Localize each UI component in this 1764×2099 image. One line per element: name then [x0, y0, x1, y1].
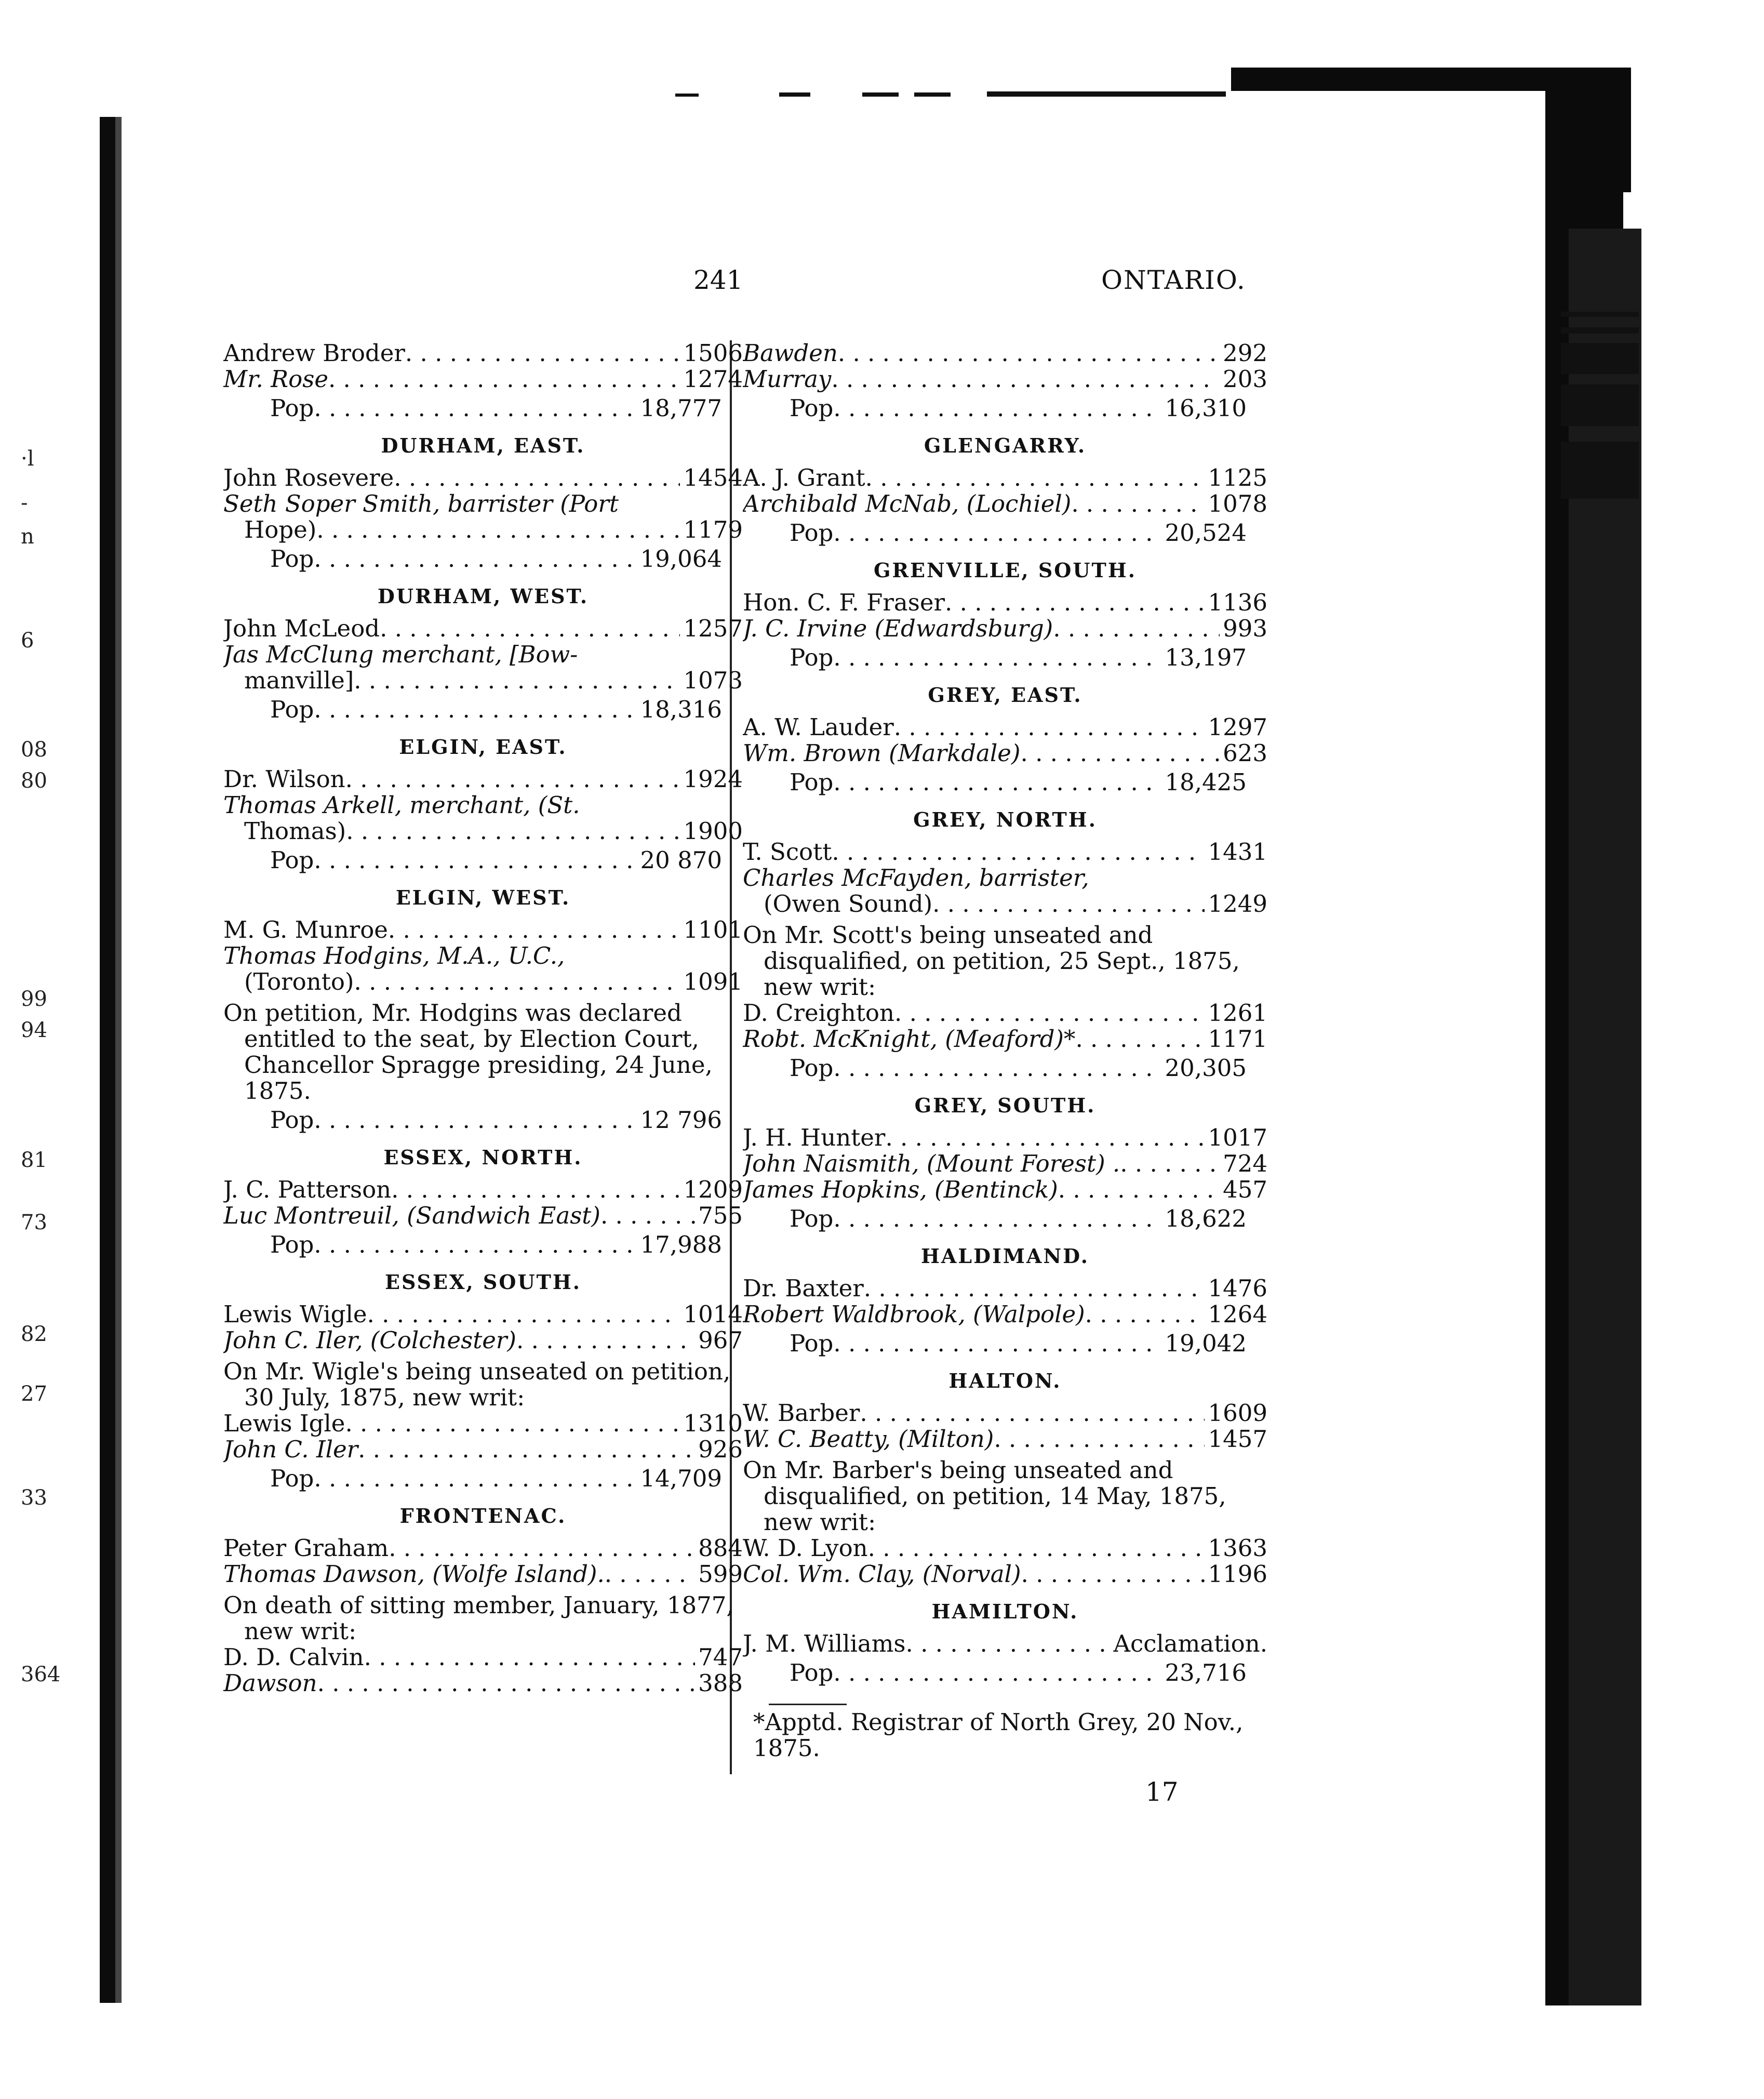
leader-dots — [932, 891, 1205, 917]
top-dash — [862, 92, 899, 97]
margin-note: - — [21, 491, 28, 515]
vote-count: 1274 — [683, 366, 743, 392]
vote-count: 203 — [1223, 366, 1267, 392]
leader-dots — [367, 1301, 680, 1327]
candidate-row — [743, 1535, 1267, 1561]
population-row — [223, 1107, 743, 1133]
population-row — [223, 546, 743, 572]
candidate-name: Murray — [743, 366, 832, 392]
candidate-name: Dr. Wilson — [223, 766, 345, 792]
candidate-row — [743, 1000, 1267, 1026]
vote-count: 1609 — [1208, 1400, 1267, 1426]
margin-note: n — [21, 525, 34, 549]
population-row — [223, 697, 743, 723]
population-value: 18,316 — [640, 697, 722, 723]
candidate-name: Dr. Baxter — [743, 1276, 864, 1301]
section-heading: GREY, NORTH. — [913, 808, 1097, 831]
candidate-name: J. H. Hunter — [743, 1125, 886, 1151]
leader-dots — [994, 1426, 1205, 1452]
registration-bar — [1561, 327, 1639, 334]
candidate-name: A. W. Lauder — [743, 714, 894, 740]
running-head: ONTARIO. — [1101, 265, 1246, 295]
leader-dots — [945, 590, 1205, 616]
leader-dots — [314, 1232, 637, 1258]
population-label: Pop — [790, 645, 834, 671]
leader-dots — [600, 1203, 695, 1229]
registration-bar — [1561, 312, 1639, 317]
candidate-name: Thomas Dawson, (Wolfe Island). — [223, 1561, 605, 1587]
page-number: 241 — [693, 265, 743, 295]
leader-dots — [314, 1107, 637, 1133]
top-dash — [675, 94, 699, 97]
section-heading: DURHAM, WEST. — [377, 584, 589, 608]
candidate-name: W. D. Lyon — [743, 1535, 868, 1561]
vote-count: 292 — [1223, 340, 1267, 366]
vote-count: 1297 — [1208, 714, 1267, 740]
vote-count: 1257 — [683, 616, 743, 642]
vote-count: 1476 — [1208, 1276, 1267, 1301]
candidate-row — [223, 1644, 743, 1670]
population-value: 19,064 — [640, 546, 722, 572]
leader-dots — [864, 1276, 1205, 1301]
vote-count: 1136 — [1208, 590, 1267, 616]
candidate-row — [743, 839, 1267, 865]
leader-dots — [345, 766, 680, 792]
candidate-row — [223, 465, 743, 491]
candidate-row — [223, 1437, 743, 1463]
vote-count: 1017 — [1208, 1125, 1267, 1151]
population-value: 20,524 — [1165, 520, 1247, 546]
leader-dots — [317, 1670, 696, 1696]
candidate-row — [743, 714, 1267, 740]
candidate-name: John C. Iler — [223, 1437, 358, 1463]
leader-dots — [1085, 1301, 1205, 1327]
population-label: Pop — [790, 1206, 834, 1232]
margin-note: 99 — [21, 987, 47, 1011]
registration-bar — [1561, 343, 1639, 374]
leader-dots — [833, 1055, 1161, 1081]
candidate-row — [743, 1276, 1267, 1301]
candidate-name: (Owen Sound) — [764, 891, 933, 917]
footnote: *Apptd. Registrar of North Grey, 20 Nov., 1875. — [753, 1708, 1244, 1762]
leader-dots — [328, 366, 680, 392]
section-heading: HALDIMAND. — [921, 1244, 1089, 1268]
candidate-row — [743, 1426, 1267, 1452]
margin-note: 364 — [21, 1663, 61, 1686]
leader-dots — [388, 917, 680, 943]
leader-dots — [1053, 616, 1220, 642]
candidate-row — [223, 1561, 743, 1587]
vote-count: 1196 — [1208, 1561, 1267, 1587]
candidate-row — [223, 366, 743, 392]
population-row — [743, 1055, 1267, 1081]
leader-dots — [405, 340, 680, 366]
leader-dots — [1071, 491, 1205, 517]
candidate-row — [743, 1151, 1267, 1177]
leader-dots — [345, 1411, 680, 1437]
candidate-name: John C. Iler, (Colchester) — [223, 1327, 516, 1353]
candidate-name: Robert Waldbrook, (Walpole) — [743, 1301, 1085, 1327]
leader-dots — [364, 1644, 695, 1670]
leader-dots — [380, 616, 680, 642]
candidate-name: Col. Wm. Clay, (Norval) — [743, 1561, 1021, 1587]
population-value: 23,716 — [1165, 1660, 1247, 1686]
candidate-name: J. C. Patterson — [223, 1177, 392, 1203]
section-heading: ESSEX, NORTH. — [383, 1146, 583, 1169]
election-note: On Mr. Barber's being unseated and disqualified, on petition, 14 May, 1875, new writ: — [743, 1456, 1226, 1536]
registration-bar — [1561, 384, 1639, 426]
leader-dots — [314, 395, 637, 421]
leader-dots — [833, 769, 1161, 795]
vote-count: 1209 — [683, 1177, 743, 1203]
leader-dots — [346, 818, 680, 844]
vote-count: 1431 — [1208, 839, 1267, 865]
candidate-name: Andrew Broder — [223, 340, 405, 366]
leader-dots — [831, 366, 1220, 392]
section-heading: GREY, SOUTH. — [914, 1094, 1096, 1117]
candidate-row — [743, 1561, 1267, 1587]
population-row — [223, 395, 743, 421]
candidate-row — [223, 616, 743, 642]
leader-dots — [389, 1535, 695, 1561]
leader-dots — [316, 517, 680, 543]
candidate-name: Thomas) — [244, 818, 346, 844]
candidate-name: Bawden — [743, 340, 838, 366]
vote-count: 1264 — [1208, 1301, 1267, 1327]
entry-line: Jas McClung merchant, [Bow- — [223, 642, 578, 668]
candidate-name: W. Barber — [743, 1400, 860, 1426]
leader-dots — [354, 668, 680, 694]
candidate-name: T. Scott — [743, 839, 832, 865]
margin-note: 81 — [21, 1148, 47, 1172]
margin-note: 33 — [21, 1486, 47, 1510]
candidate-name: Hon. C. F. Fraser — [743, 590, 945, 616]
top-dash — [987, 91, 1226, 97]
candidate-name: Peter Graham — [223, 1535, 389, 1561]
entry-line: Thomas Hodgins, M.A., U.C., — [223, 943, 565, 969]
vote-count: 1900 — [683, 818, 743, 844]
section-heading: ELGIN, EAST. — [399, 735, 567, 759]
left-column — [223, 340, 743, 1696]
leader-dots — [894, 1000, 1205, 1026]
leader-dots — [314, 847, 637, 873]
leader-dots — [833, 1331, 1161, 1357]
candidate-row — [223, 969, 743, 995]
population-value: 18,425 — [1165, 769, 1247, 795]
population-value: 19,042 — [1165, 1331, 1247, 1357]
margin-note: 82 — [21, 1322, 47, 1346]
vote-count: 599 — [698, 1561, 743, 1587]
section-heading: GRENVILLE, SOUTH. — [874, 559, 1137, 582]
vote-count: 1101 — [683, 917, 743, 943]
footnote-rule — [769, 1704, 847, 1705]
entry-line: Seth Soper Smith, barrister (Port — [223, 491, 619, 517]
candidate-name: D. D. Calvin — [223, 1644, 364, 1670]
vote-count: 1014 — [683, 1301, 743, 1327]
vote-count: 967 — [698, 1327, 743, 1353]
candidate-row — [223, 340, 743, 366]
page-edge-left — [100, 117, 115, 2003]
candidate-name: Hope) — [244, 517, 317, 543]
candidate-name: James Hopkins, (Bentinck) — [743, 1177, 1058, 1203]
margin-note: 6 — [21, 629, 34, 653]
vote-count: 1125 — [1208, 465, 1267, 491]
vote-count: 1091 — [683, 969, 743, 995]
population-row — [743, 769, 1267, 795]
candidate-name: J. C. Irvine (Edwardsburg) — [743, 616, 1053, 642]
right-corner-block — [1548, 68, 1631, 192]
leader-dots — [354, 969, 680, 995]
candidate-row — [223, 1411, 743, 1437]
leader-dots — [314, 697, 637, 723]
vote-count: 1261 — [1208, 1000, 1267, 1026]
candidate-row — [743, 891, 1267, 917]
population-label: Pop — [270, 847, 314, 873]
candidate-row — [223, 517, 743, 543]
candidate-name: M. G. Munroe — [223, 917, 388, 943]
vote-count: 1454 — [683, 465, 743, 491]
candidate-name: Luc Montreuil, (Sandwich East) — [223, 1203, 600, 1229]
leader-dots — [865, 465, 1205, 491]
leader-dots — [1120, 1151, 1220, 1177]
margin-note: 27 — [21, 1382, 47, 1406]
candidate-name: (Toronto) — [244, 969, 354, 995]
candidate-row — [223, 917, 743, 943]
margin-note: 08 — [21, 738, 47, 762]
candidate-name: John McLeod — [223, 616, 380, 642]
entry-line: Thomas Arkell, merchant, (St. — [223, 792, 580, 818]
candidate-name: Robt. McKnight, (Meaford)* — [743, 1026, 1076, 1052]
candidate-name: John Naismith, (Mount Forest) . — [743, 1151, 1120, 1177]
candidate-row — [223, 818, 743, 844]
election-note: On Mr. Scott's being unseated and disqualified, on petition, 25 Sept., 1875, new writ: — [743, 921, 1240, 1001]
leader-dots — [833, 645, 1161, 671]
section-heading: ELGIN, WEST. — [395, 886, 571, 909]
population-row — [743, 1660, 1267, 1686]
top-dash — [779, 92, 810, 97]
section-heading: ESSEX, SOUTH. — [384, 1270, 581, 1294]
candidate-row — [743, 1631, 1267, 1657]
population-value: 12 796 — [640, 1107, 722, 1133]
population-label: Pop — [790, 769, 834, 795]
leader-dots — [605, 1561, 695, 1587]
population-value: 20,305 — [1165, 1055, 1247, 1081]
margin-note: 94 — [21, 1018, 47, 1042]
candidate-name: J. M. Williams — [743, 1631, 906, 1657]
section-heading: HALTON. — [948, 1369, 1062, 1392]
population-value: 20 870 — [640, 847, 722, 873]
candidate-name: manville] — [244, 668, 354, 694]
population-label: Pop — [270, 1466, 314, 1492]
signature-mark: 17 — [1145, 1777, 1179, 1807]
leader-dots — [832, 839, 1205, 865]
vote-count: 623 — [1223, 740, 1267, 766]
population-label: Pop — [270, 1232, 314, 1258]
leader-dots — [860, 1400, 1205, 1426]
vote-count: 884 — [698, 1535, 743, 1561]
population-row — [743, 1331, 1267, 1357]
vote-count: 1363 — [1208, 1535, 1267, 1561]
population-label: Pop — [790, 520, 834, 546]
vote-count: 755 — [698, 1203, 743, 1229]
section-heading: FRONTENAC. — [399, 1504, 567, 1527]
leader-dots — [868, 1535, 1205, 1561]
population-label: Pop — [270, 697, 314, 723]
candidate-row — [743, 616, 1267, 642]
entry-line: Charles McFayden, barrister, — [743, 865, 1089, 891]
candidate-row — [743, 1301, 1267, 1327]
candidate-name: W. C. Beatty, (Milton) — [743, 1426, 994, 1452]
right-edge-tab — [1231, 68, 1548, 91]
candidate-row — [223, 668, 743, 694]
candidate-row — [223, 1327, 743, 1353]
vote-count: Acclamation. — [1113, 1631, 1267, 1657]
vote-count: 926 — [698, 1437, 743, 1463]
leader-dots — [833, 395, 1161, 421]
candidate-row — [743, 491, 1267, 517]
population-value: 14,709 — [640, 1466, 722, 1492]
candidate-row — [223, 1670, 743, 1696]
candidate-name: D. Creighton — [743, 1000, 894, 1026]
top-dash — [914, 92, 951, 97]
vote-count: 388 — [698, 1670, 743, 1696]
vote-count: 1249 — [1208, 891, 1267, 917]
section-heading: HAMILTON. — [931, 1600, 1079, 1623]
margin-note: 73 — [21, 1211, 47, 1234]
population-value: 13,197 — [1165, 645, 1247, 671]
election-note: On Mr. Wigle's being unseated on petition, 30 July, 1875, new writ: — [223, 1358, 731, 1411]
candidate-name: Mr. Rose — [223, 366, 328, 392]
population-row — [223, 1232, 743, 1258]
leader-dots — [391, 1177, 680, 1203]
section-heading: GLENGARRY. — [924, 434, 1087, 457]
candidate-row — [743, 340, 1267, 366]
population-label: Pop — [270, 1107, 314, 1133]
leader-dots — [516, 1327, 695, 1353]
leader-dots — [833, 520, 1161, 546]
right-column — [743, 340, 1267, 1761]
candidate-row — [223, 1203, 743, 1229]
population-row — [743, 520, 1267, 546]
population-value: 18,622 — [1165, 1206, 1247, 1232]
page-edge-shadow — [115, 117, 122, 2003]
population-label: Pop — [790, 1331, 834, 1357]
leader-dots — [833, 1660, 1161, 1686]
population-value: 17,988 — [640, 1232, 722, 1258]
candidate-row — [743, 366, 1267, 392]
leader-dots — [1021, 1561, 1205, 1587]
population-label: Pop — [270, 395, 314, 421]
leader-dots — [894, 714, 1205, 740]
candidate-row — [743, 740, 1267, 766]
vote-count: 1506 — [683, 340, 743, 366]
candidate-name: Dawson — [223, 1670, 317, 1696]
vote-count: 457 — [1223, 1177, 1267, 1203]
vote-count: 1924 — [683, 766, 743, 792]
vote-count: 1310 — [683, 1411, 743, 1437]
section-heading: DURHAM, EAST. — [381, 434, 585, 457]
election-note: On petition, Mr. Hodgins was declared entitled to the seat, by Election Court, Chancellor Spragge presiding, 24 June, 1875. — [223, 999, 713, 1105]
candidate-name: A. J. Grant — [743, 465, 865, 491]
registration-bar — [1561, 442, 1639, 499]
leader-dots — [1058, 1177, 1220, 1203]
population-label: Pop — [790, 1055, 834, 1081]
candidate-row — [223, 1301, 743, 1327]
candidate-name: Wm. Brown (Markdale) — [743, 740, 1021, 766]
population-row — [743, 1206, 1267, 1232]
section-heading: GREY, EAST. — [928, 683, 1083, 707]
election-note: On death of sitting member, January, 1877, new writ: — [223, 1591, 734, 1645]
leader-dots — [905, 1631, 1110, 1657]
leader-dots — [314, 546, 637, 572]
population-row — [223, 1466, 743, 1492]
candidate-row — [743, 1125, 1267, 1151]
candidate-row — [743, 1026, 1267, 1052]
vote-count: 1073 — [683, 668, 743, 694]
candidate-row — [223, 766, 743, 792]
margin-note: ·l — [21, 447, 34, 471]
vote-count: 747 — [698, 1644, 743, 1670]
leader-dots — [314, 1466, 637, 1492]
vote-count: 1171 — [1208, 1026, 1267, 1052]
leader-dots — [1075, 1026, 1205, 1052]
population-value: 16,310 — [1165, 395, 1247, 421]
candidate-row — [743, 1400, 1267, 1426]
leader-dots — [833, 1206, 1161, 1232]
candidate-name: Lewis Wigle — [223, 1301, 367, 1327]
candidate-name: John Rosevere — [223, 465, 394, 491]
vote-count: 993 — [1223, 616, 1267, 642]
margin-note: 80 — [21, 769, 47, 793]
population-label: Pop — [790, 1660, 834, 1686]
candidate-row — [743, 1177, 1267, 1203]
candidate-row — [223, 1177, 743, 1203]
population-value: 18,777 — [640, 395, 722, 421]
candidate-row — [743, 465, 1267, 491]
leader-dots — [358, 1437, 695, 1463]
vote-count: 1457 — [1208, 1426, 1267, 1452]
candidate-row — [743, 590, 1267, 616]
leader-dots — [838, 340, 1220, 366]
leader-dots — [1020, 740, 1220, 766]
population-row — [743, 395, 1267, 421]
candidate-name: Lewis Igle — [223, 1411, 345, 1437]
leader-dots — [885, 1125, 1205, 1151]
population-label: Pop — [790, 395, 834, 421]
vote-count: 724 — [1223, 1151, 1267, 1177]
leader-dots — [394, 465, 680, 491]
vote-count: 1179 — [683, 517, 743, 543]
candidate-row — [223, 1535, 743, 1561]
population-row — [743, 645, 1267, 671]
population-label: Pop — [270, 546, 314, 572]
candidate-name: Archibald McNab, (Lochiel) — [743, 491, 1072, 517]
population-row — [223, 847, 743, 873]
vote-count: 1078 — [1208, 491, 1267, 517]
